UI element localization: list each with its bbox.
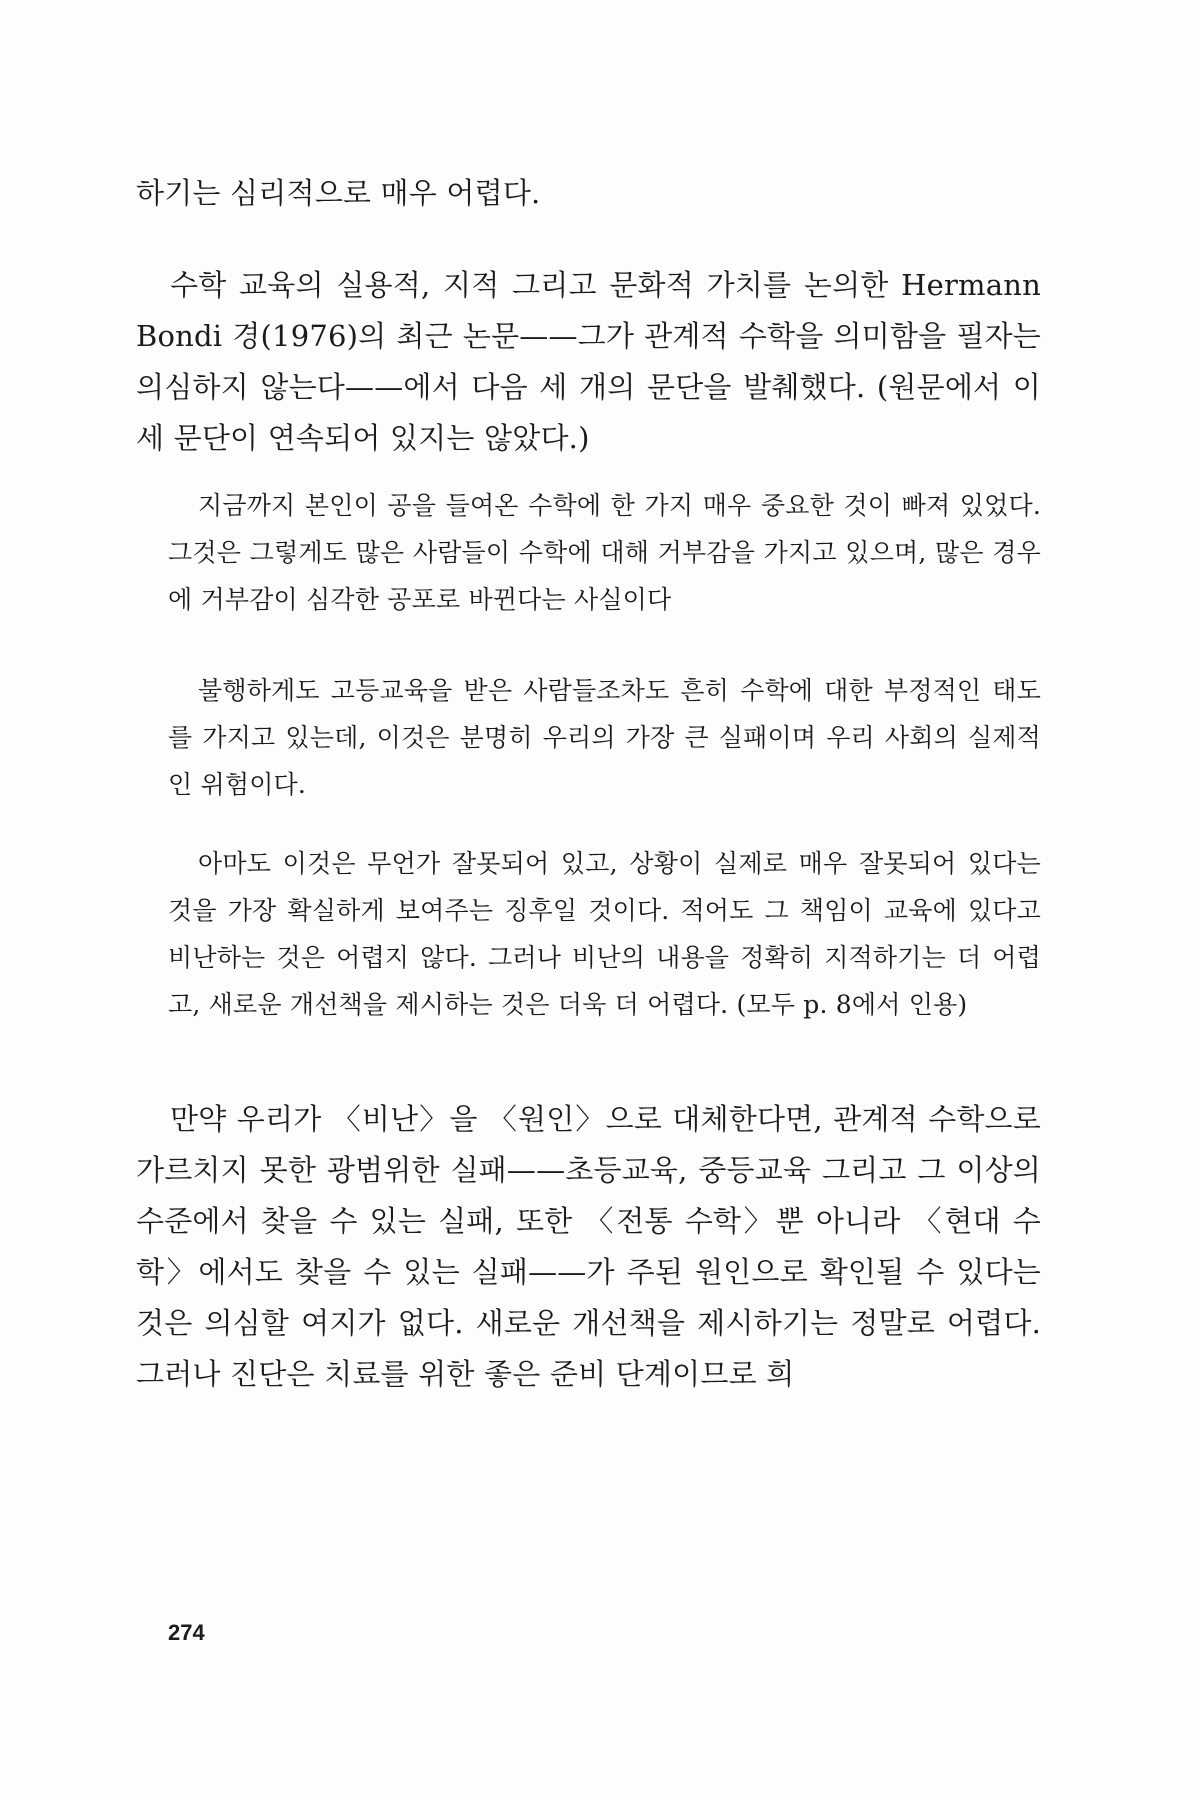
paragraph-conclusion: 만약 우리가 〈비난〉을 〈원인〉으로 대체한다면, 관계적 수학으로 가르치지 못한 광범위한 실패——초등교육, 중등교육 그리고 그 이상의 수준에서 찾을 수 있는 실패, 또한 〈전통 수학〉뿐 아니라 〈현대 수학〉에서도 찾을 수 있는 실패——가 주된 원인으로 확인될 수 있다는 것은 의심할 여지가 없다. 새로운 개선책을 제시하기는 정말로 어렵다. 그러나 진단은 치료를 위한 좋은 준비 단계이므로 희 [136,1102,1041,1391]
paragraph-continuation-block [136,168,1041,219]
page-number: 274 [168,1620,205,1645]
quote-1-block [168,482,1041,623]
paragraph-intro: 수학 교육의 실용적, 지적 그리고 문화적 가치를 논의한 Hermann Bondi 경(1976)의 최근 논문——그가 관계적 수학을 의미함을 필자는 의심하지 않는다——에서 다음 세 개의 문단을 발췌했다. (원문에서 이 세 문단이 연속되어 있지는 않았다.) [136,268,1041,455]
paragraph-continuation: 하기는 심리적으로 매우 어렵다. [136,176,541,210]
quote-paragraph-3: 아마도 이것은 무언가 잘못되어 있고, 상황이 실제로 매우 잘못되어 있다는 것을 가장 확실하게 보여주는 징후일 것이다. 적어도 그 책임이 교육에 있다고 비난하는 것은 어렵지 않다. 그러나 비난의 내용을 정확히 지적하기는 더 어렵고, 새로운 개선책을 제시하는 것은 더욱 더 어렵다. (모두 p. 8에서 인용) [168,849,1041,1019]
quote-paragraph-2: 불행하게도 고등교육을 받은 사람들조차도 흔히 수학에 대한 부정적인 태도를 가지고 있는데, 이것은 분명히 우리의 가장 큰 실패이며 우리 사회의 실제적인 위험이다. [168,676,1041,799]
quote-paragraph-1: 지금까지 본인이 공을 들여온 수학에 한 가지 매우 중요한 것이 빠져 있었다. 그것은 그렇게도 많은 사람들이 수학에 대해 거부감을 가지고 있으며, 많은 경우에 거부감이 심각한 공포로 바뀐다는 사실이다 [168,491,1041,614]
quote-3-block [168,840,1041,1028]
quote-2-block [168,667,1041,808]
paragraph-conclusion-block [136,1094,1041,1400]
paragraph-intro-block [136,260,1041,464]
